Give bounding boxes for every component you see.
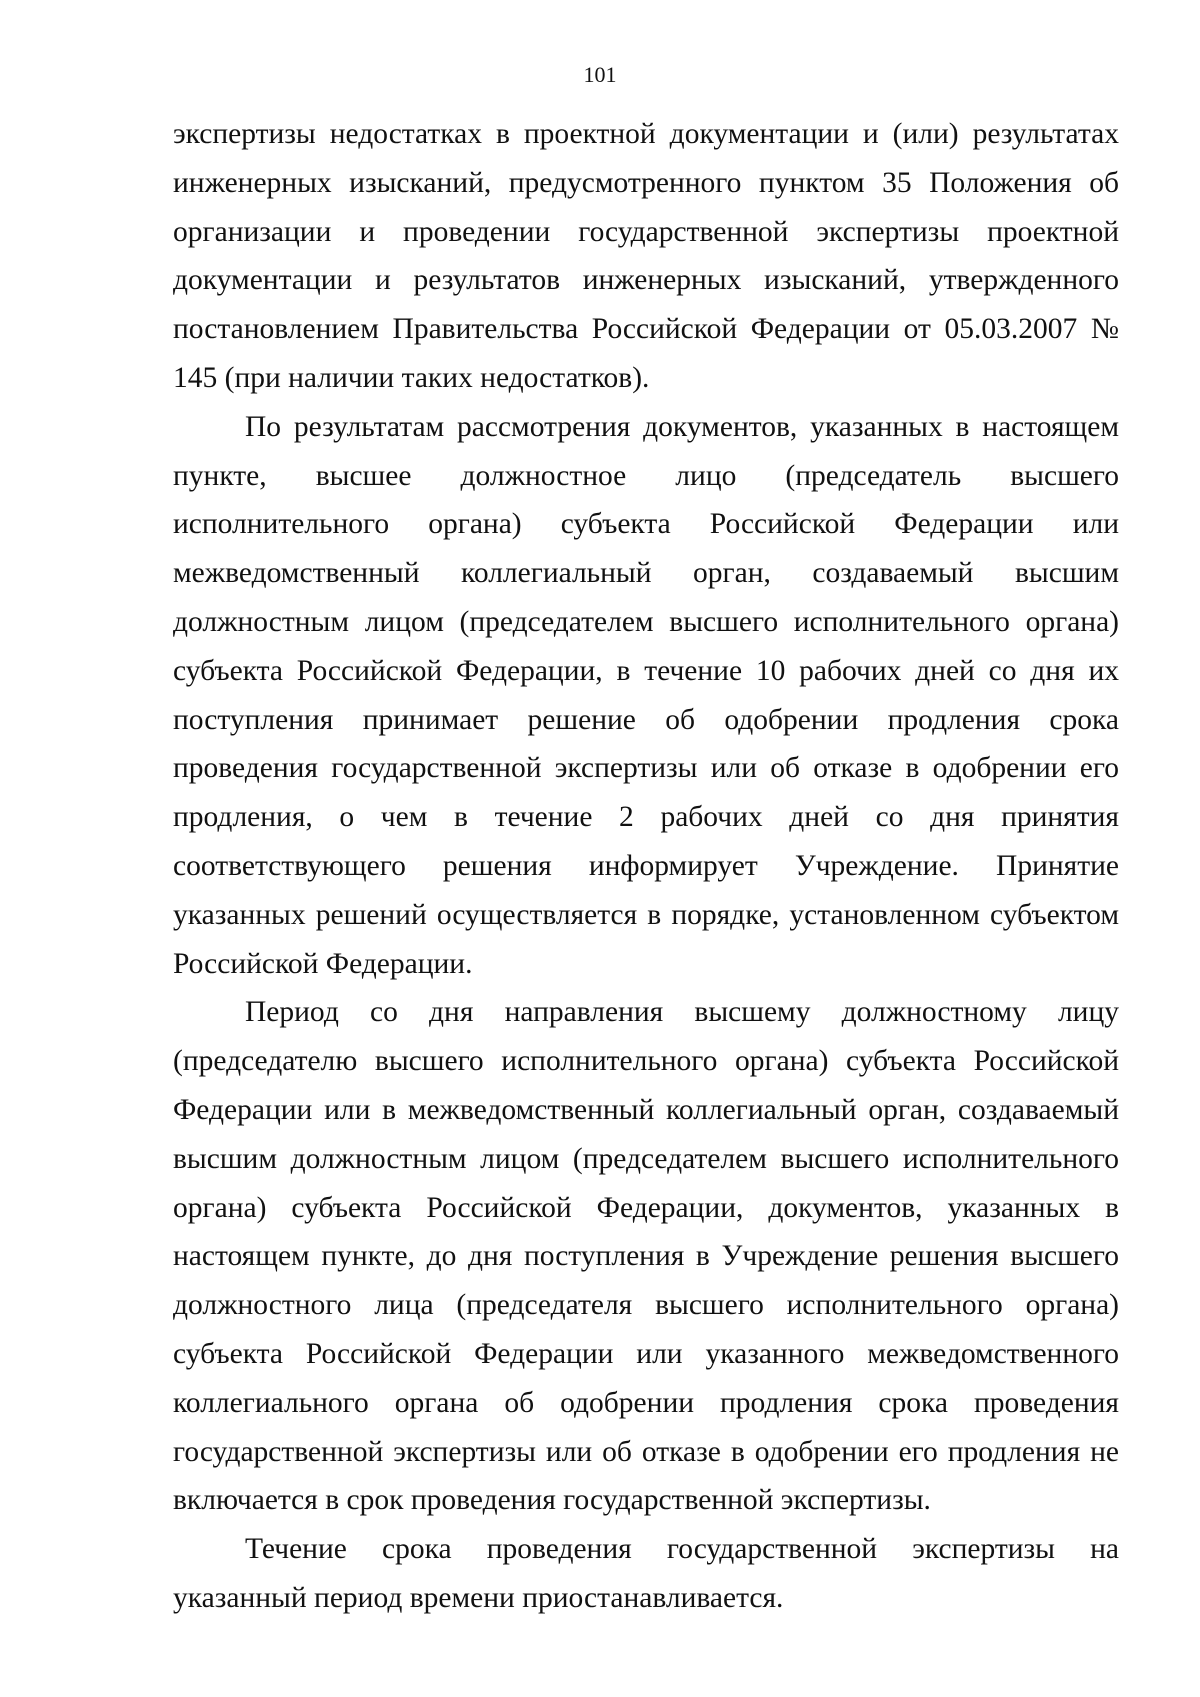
paragraph-suspension: Течение срока проведения государственной экспертизы на указанный период времени приостанавливается.	[173, 1533, 1119, 1614]
paragraph-period-exclusion: Период со дня направления высшему должностному лицу (председателю высшего исполнительного органа) субъекта Российской Федерации или в межведомственный коллегиальный орган, создаваемый высшим должностным лицом (председателем высшего исполнительного органа) субъекта Российской Федерации, документов, указанных в настоящем пункте, до дня поступления в Учреждение решения высшего должностного лица (председателя высшего исполнительного органа) субъекта Российской Федерации или указанного межведомственного коллегиального органа об одобрении продления срока проведения государственной экспертизы или об отказе в одобрении его продления не включается в срок проведения государственной экспертизы.	[173, 996, 1119, 1517]
paragraph-continuation: экспертизы недостатках в проектной документации и (или) результатах инженерных изысканий, предусмотренного пунктом 35 Положения об организации и проведении государственной экспертизы проектной документации и результатов инженерных изысканий, утвержденного постановлением Правительства Российской Федерации от 05.03.2007 № 145 (при наличии таких недостатков).	[173, 118, 1119, 394]
document-body	[173, 110, 1119, 1623]
page-number: 101	[583, 62, 617, 87]
paragraph-review-results: По результатам рассмотрения документов, указанных в настоящем пункте, высшее должностное лицо (председатель высшего исполнительного органа) субъекта Российской Федерации или межведомственный коллегиальный орган, создаваемый высшим должностным лицом (председателем высшего исполнительного органа) субъекта Российской Федерации, в течение 10 рабочих дней со дня их поступления принимает решение об одобрении продления срока проведения государственной экспертизы или об отказе в одобрении его продления, о чем в течение 2 рабочих дней со дня принятия соответствующего решения информирует Учреждение. Принятие указанных решений осуществляется в порядке, установленном субъектом Российской Федерации.	[173, 410, 1119, 980]
